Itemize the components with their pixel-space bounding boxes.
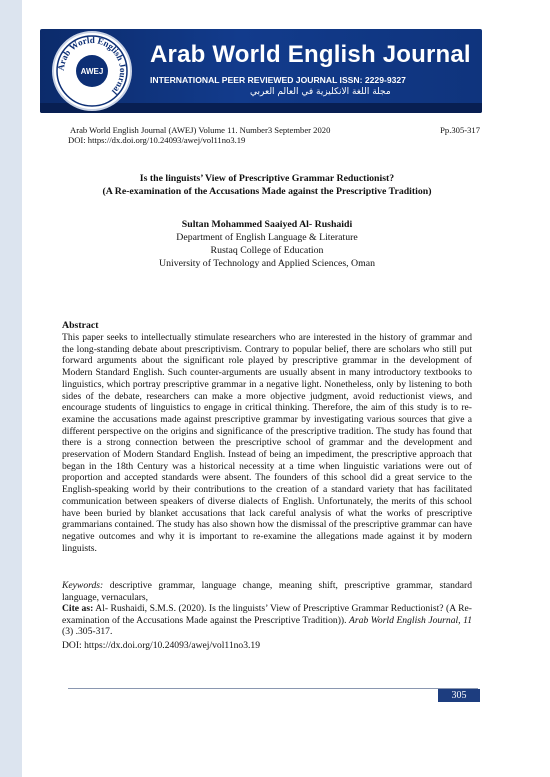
author-department: Department of English Language & Literature <box>176 232 358 243</box>
banner-subtitle: INTERNATIONAL PEER REVIEWED JOURNAL ISSN: 2229-9327 <box>150 75 406 85</box>
citation-block <box>62 603 472 638</box>
author-name: Sultan Mohammed Saaiyed Al- Rushaidi <box>181 219 353 230</box>
paper-title-line1: Is the linguists’ View of Prescriptive Grammar Reductionist? <box>139 173 395 184</box>
logo-center: AWEJ <box>76 55 108 87</box>
citation-doi[interactable]: DOI: https://dx.doi.org/10.24093/awej/vol11no3.19 <box>62 640 260 651</box>
header-doi[interactable]: DOI: https://dx.doi.org/10.24093/awej/vol11no3.19 <box>68 135 246 145</box>
page-number: 305 <box>438 689 480 702</box>
journal-logo <box>52 31 132 111</box>
author-college: Rustaq College of Education <box>210 245 324 256</box>
keywords-block <box>62 580 472 603</box>
abstract-heading: Abstract <box>62 320 99 331</box>
author-university: University of Technology and Applied Sciences, Oman <box>159 258 375 269</box>
cite-tail: (3) .305-317. <box>62 626 113 638</box>
keywords-text: descriptive grammar, language change, meaning shift, prescriptive grammar, standard language, vernaculars, <box>62 580 472 603</box>
cite-label: Cite as: <box>62 603 94 614</box>
abstract-text: This paper seeks to intellectually stimulate researchers who are interested in the history of grammar and the long-standing debate about prescriptivism. Contrary to popular belief, there are scholars who still put forward arguments about the significant role played by prescriptive grammar in the development of Modern Standard English. Such counter-arguments are usually absent in many introductory textbooks to linguistics, which portray prescriptive grammar in a negative light. Nonetheless, only by listening to both sides of the debate, researchers can make a more objective judgment, avoid reductionist views, and encourage students of linguistics to engage in critical thinking. Therefore, the aim of this study is to re-examine the accusations made against prescriptive grammar by investigating various sources that give a different perspective on the origins and significance of the prescriptive tradition. The study has found that there is a strong connection between the prescriptive school of grammar and the development and preservation of Modern Standard English. Instead of being an impediment, the prescriptive approach that began in the 18th Century was a historical necessity at a time when linguistic variations were out of proportion and accepted standards were absent. The founders of this school did a great service to the English-speaking world by their contributions to the creation of a standard variety that has facilitated communication between speakers of diverse dialects of English. Unfortunately, the merits of this school have been buried by blanket accusations that lack careful analysis of what the works of prescriptive grammarians contained. The study has also shown how the dismissal of the prescriptive grammar can have negative outcomes and why it is important to re-examine the allegations made against it by modern linguists. <box>62 332 472 554</box>
paper-title <box>62 172 472 198</box>
author-block <box>62 218 472 270</box>
page-range: Pp.305-317 <box>440 125 480 135</box>
banner-arabic-title: مجلة اللغة الانكليزية في العالم العربي <box>250 87 391 97</box>
journal-volume-info: Arab World English Journal (AWEJ) Volume 11. Number3 September 2020 <box>70 125 331 135</box>
cite-text: Al- Rushaidi, S.M.S. (2020). Is the linguists’ View of Prescriptive Grammar Reductionist? (A Re-examination of the Accusations Made against the Prescriptive Tradition)). <box>62 603 472 626</box>
banner-title: Arab World English Journal <box>150 41 471 68</box>
journal-info-line <box>70 125 480 135</box>
logo-ring-text: Arab World English Journal <box>55 34 129 97</box>
page-side-strip <box>0 0 22 777</box>
cite-journal: Arab World English Journal, 11 <box>349 614 473 626</box>
journal-banner <box>40 29 482 113</box>
keywords-label: Keywords: <box>62 580 104 591</box>
footer-divider <box>68 688 478 689</box>
paper-title-line2: (A Re-examination of the Accusations Made against the Prescriptive Tradition) <box>102 186 432 197</box>
